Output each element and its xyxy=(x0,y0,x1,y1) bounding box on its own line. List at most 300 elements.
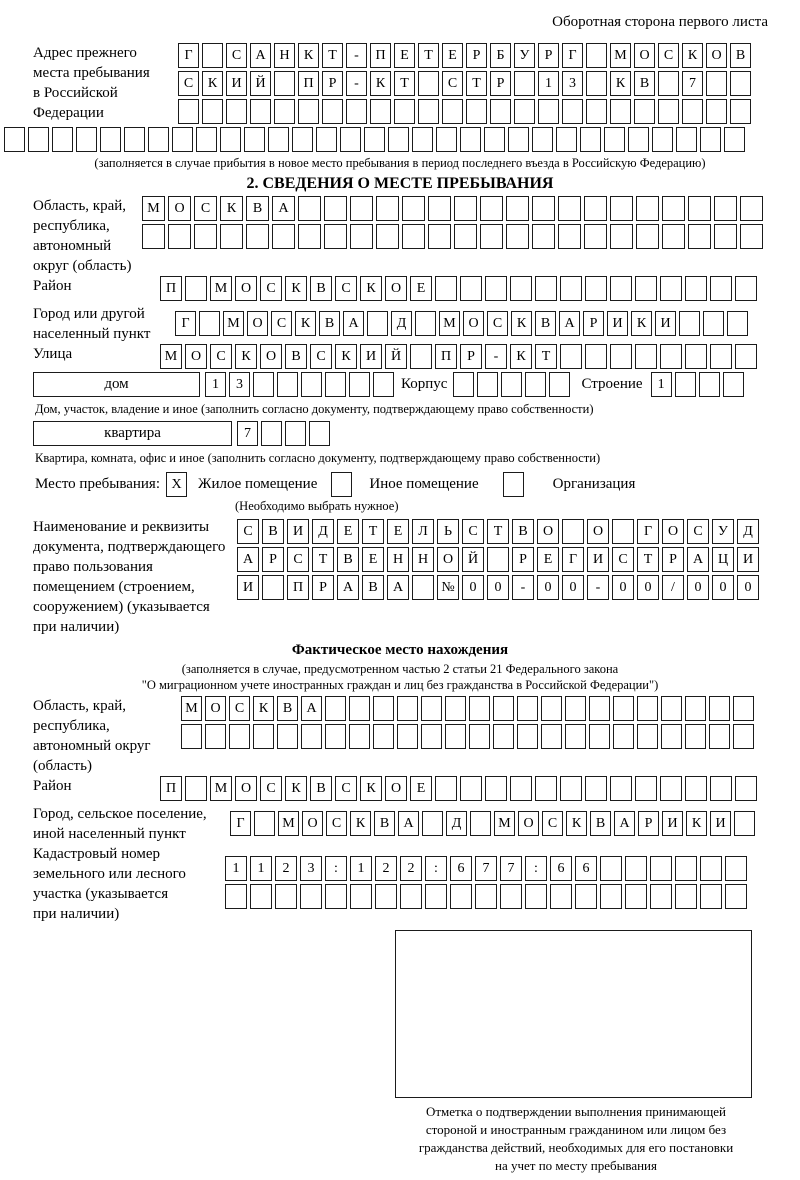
char-box[interactable]: О xyxy=(662,519,684,544)
char-box[interactable] xyxy=(275,884,297,909)
char-box[interactable] xyxy=(501,372,522,397)
char-box[interactable]: М xyxy=(181,696,202,721)
char-box[interactable] xyxy=(589,724,610,749)
char-box[interactable]: Р xyxy=(262,547,284,572)
char-box[interactable]: Е xyxy=(337,519,359,544)
char-box[interactable]: Р xyxy=(322,71,343,96)
char-box[interactable]: Д xyxy=(391,311,412,336)
char-box[interactable] xyxy=(421,724,442,749)
char-box[interactable] xyxy=(322,99,343,124)
char-box[interactable] xyxy=(714,196,737,221)
char-box[interactable] xyxy=(580,127,601,152)
char-box[interactable]: М xyxy=(223,311,244,336)
char-box[interactable] xyxy=(469,724,490,749)
char-box[interactable]: В xyxy=(512,519,534,544)
char-box[interactable]: О xyxy=(385,776,407,801)
char-box[interactable] xyxy=(394,99,415,124)
char-box[interactable] xyxy=(285,421,306,446)
char-box[interactable]: О xyxy=(205,696,226,721)
char-box[interactable] xyxy=(298,99,319,124)
char-box[interactable] xyxy=(250,99,271,124)
char-box[interactable] xyxy=(253,372,274,397)
char-box[interactable] xyxy=(685,276,707,301)
char-box[interactable] xyxy=(710,344,732,369)
char-box[interactable] xyxy=(660,776,682,801)
char-box[interactable] xyxy=(562,519,584,544)
char-box[interactable]: П xyxy=(287,575,309,600)
char-box[interactable]: П xyxy=(160,776,182,801)
char-box[interactable]: С xyxy=(260,276,282,301)
char-box[interactable] xyxy=(300,884,322,909)
char-box[interactable]: О xyxy=(235,276,257,301)
char-box[interactable]: 3 xyxy=(229,372,250,397)
char-box[interactable] xyxy=(635,276,657,301)
char-box[interactable]: А xyxy=(301,696,322,721)
char-box[interactable]: К xyxy=(295,311,316,336)
char-box[interactable]: О xyxy=(185,344,207,369)
char-box[interactable] xyxy=(272,224,295,249)
char-box[interactable]: К xyxy=(298,43,319,68)
char-box[interactable] xyxy=(735,344,757,369)
char-box[interactable] xyxy=(226,99,247,124)
char-box[interactable] xyxy=(220,127,241,152)
char-box[interactable] xyxy=(610,344,632,369)
char-box[interactable] xyxy=(428,196,451,221)
char-box[interactable]: С xyxy=(271,311,292,336)
char-box[interactable]: Г xyxy=(178,43,199,68)
char-box[interactable]: С xyxy=(287,547,309,572)
char-box[interactable]: 1 xyxy=(250,856,272,881)
char-box[interactable]: К xyxy=(360,776,382,801)
char-box[interactable]: Р xyxy=(538,43,559,68)
char-box[interactable]: С xyxy=(487,311,508,336)
char-box[interactable]: Р xyxy=(490,71,511,96)
char-box[interactable] xyxy=(373,724,394,749)
char-box[interactable] xyxy=(613,724,634,749)
char-box[interactable]: С xyxy=(210,344,232,369)
char-box[interactable]: Т xyxy=(466,71,487,96)
char-box[interactable] xyxy=(658,71,679,96)
char-box[interactable] xyxy=(418,71,439,96)
char-box[interactable]: Е xyxy=(410,276,432,301)
char-box[interactable]: М xyxy=(142,196,165,221)
char-box[interactable] xyxy=(635,776,657,801)
char-box[interactable] xyxy=(700,127,721,152)
char-box[interactable]: О xyxy=(518,811,539,836)
char-box[interactable] xyxy=(205,724,226,749)
char-box[interactable] xyxy=(560,276,582,301)
char-box[interactable] xyxy=(185,276,207,301)
char-box[interactable]: Т xyxy=(322,43,343,68)
char-box[interactable] xyxy=(220,224,243,249)
char-box[interactable] xyxy=(477,372,498,397)
char-box[interactable]: К xyxy=(682,43,703,68)
char-box[interactable] xyxy=(100,127,121,152)
char-box[interactable] xyxy=(652,127,673,152)
char-box[interactable]: О xyxy=(168,196,191,221)
char-box[interactable] xyxy=(658,99,679,124)
char-box[interactable]: А xyxy=(614,811,635,836)
char-box[interactable] xyxy=(466,99,487,124)
char-box[interactable]: 0 xyxy=(462,575,484,600)
char-box[interactable] xyxy=(418,99,439,124)
char-box[interactable]: И xyxy=(237,575,259,600)
char-box[interactable] xyxy=(662,224,685,249)
char-box[interactable] xyxy=(637,696,658,721)
char-box[interactable] xyxy=(28,127,49,152)
char-box[interactable]: 0 xyxy=(637,575,659,600)
char-box[interactable] xyxy=(388,127,409,152)
char-box[interactable] xyxy=(661,696,682,721)
char-box[interactable] xyxy=(510,776,532,801)
char-box[interactable]: Й xyxy=(250,71,271,96)
char-box[interactable]: Н xyxy=(274,43,295,68)
char-box[interactable] xyxy=(682,99,703,124)
char-box[interactable]: Н xyxy=(387,547,409,572)
char-box[interactable] xyxy=(196,127,217,152)
char-box[interactable] xyxy=(246,224,269,249)
char-box[interactable]: М xyxy=(210,276,232,301)
char-box[interactable] xyxy=(52,127,73,152)
char-box[interactable] xyxy=(475,884,497,909)
char-box[interactable]: В xyxy=(310,276,332,301)
char-box[interactable]: В xyxy=(277,696,298,721)
char-box[interactable]: Р xyxy=(460,344,482,369)
char-box[interactable]: 0 xyxy=(537,575,559,600)
char-box[interactable]: К xyxy=(511,311,532,336)
char-box[interactable]: А xyxy=(398,811,419,836)
char-box[interactable] xyxy=(660,276,682,301)
char-box[interactable]: - xyxy=(346,71,367,96)
char-box[interactable]: М xyxy=(494,811,515,836)
char-box[interactable]: О xyxy=(260,344,282,369)
char-box[interactable] xyxy=(625,884,647,909)
char-box[interactable]: С xyxy=(194,196,217,221)
char-box[interactable] xyxy=(254,811,275,836)
char-box[interactable] xyxy=(675,884,697,909)
char-box[interactable] xyxy=(244,127,265,152)
char-box[interactable]: Т xyxy=(535,344,557,369)
char-box[interactable]: О xyxy=(587,519,609,544)
char-box[interactable]: В xyxy=(310,776,332,801)
char-box[interactable] xyxy=(734,811,755,836)
char-box[interactable] xyxy=(168,224,191,249)
char-box[interactable]: Ц xyxy=(712,547,734,572)
char-box[interactable]: А xyxy=(687,547,709,572)
char-box[interactable]: 6 xyxy=(575,856,597,881)
char-box[interactable]: К xyxy=(220,196,243,221)
char-box[interactable]: П xyxy=(298,71,319,96)
char-box[interactable]: 0 xyxy=(687,575,709,600)
char-box[interactable] xyxy=(585,276,607,301)
char-box[interactable]: К xyxy=(370,71,391,96)
char-box[interactable] xyxy=(376,196,399,221)
char-box[interactable] xyxy=(253,724,274,749)
char-box[interactable]: К xyxy=(285,276,307,301)
char-box[interactable] xyxy=(493,696,514,721)
char-box[interactable]: - xyxy=(485,344,507,369)
char-box[interactable] xyxy=(277,724,298,749)
char-box[interactable] xyxy=(560,776,582,801)
char-box[interactable]: - xyxy=(587,575,609,600)
char-box[interactable] xyxy=(261,421,282,446)
char-box[interactable] xyxy=(586,43,607,68)
char-box[interactable] xyxy=(460,276,482,301)
char-box[interactable] xyxy=(532,127,553,152)
char-box[interactable]: М xyxy=(160,344,182,369)
char-box[interactable]: К xyxy=(360,276,382,301)
char-box[interactable] xyxy=(76,127,97,152)
char-box[interactable]: К xyxy=(350,811,371,836)
char-box[interactable] xyxy=(541,696,562,721)
char-box[interactable] xyxy=(560,344,582,369)
char-box[interactable] xyxy=(610,776,632,801)
char-box[interactable]: К xyxy=(335,344,357,369)
char-box[interactable] xyxy=(484,127,505,152)
char-box[interactable] xyxy=(460,776,482,801)
char-box[interactable] xyxy=(628,127,649,152)
char-box[interactable]: / xyxy=(662,575,684,600)
char-box[interactable]: Н xyxy=(412,547,434,572)
char-box[interactable] xyxy=(735,776,757,801)
char-box[interactable]: 7 xyxy=(475,856,497,881)
char-box[interactable]: Е xyxy=(387,519,409,544)
char-box[interactable] xyxy=(490,99,511,124)
char-box[interactable]: Р xyxy=(662,547,684,572)
char-box[interactable]: В xyxy=(285,344,307,369)
char-box[interactable] xyxy=(558,224,581,249)
char-box[interactable] xyxy=(412,575,434,600)
char-box[interactable] xyxy=(676,127,697,152)
char-box[interactable]: № xyxy=(437,575,459,600)
char-box[interactable]: 7 xyxy=(500,856,522,881)
char-box[interactable] xyxy=(610,99,631,124)
char-box[interactable]: 2 xyxy=(400,856,422,881)
char-box[interactable] xyxy=(685,724,706,749)
char-box[interactable]: Й xyxy=(462,547,484,572)
char-box[interactable] xyxy=(350,224,373,249)
char-box[interactable]: О xyxy=(437,547,459,572)
checkbox-inoe[interactable] xyxy=(331,472,352,497)
char-box[interactable] xyxy=(700,884,722,909)
char-box[interactable] xyxy=(316,127,337,152)
char-box[interactable]: - xyxy=(512,575,534,600)
char-box[interactable]: Б xyxy=(490,43,511,68)
char-box[interactable] xyxy=(679,311,700,336)
char-box[interactable] xyxy=(661,724,682,749)
char-box[interactable]: М xyxy=(439,311,460,336)
char-box[interactable] xyxy=(172,127,193,152)
char-box[interactable] xyxy=(453,372,474,397)
char-box[interactable] xyxy=(367,311,388,336)
char-box[interactable] xyxy=(709,724,730,749)
char-box[interactable]: О xyxy=(302,811,323,836)
char-box[interactable] xyxy=(688,196,711,221)
char-box[interactable]: Р xyxy=(466,43,487,68)
char-box[interactable] xyxy=(600,856,622,881)
char-box[interactable] xyxy=(685,776,707,801)
char-box[interactable]: П xyxy=(160,276,182,301)
char-box[interactable] xyxy=(402,224,425,249)
char-box[interactable]: 6 xyxy=(450,856,472,881)
char-box[interactable] xyxy=(194,224,217,249)
char-box[interactable]: С xyxy=(310,344,332,369)
char-box[interactable] xyxy=(309,421,330,446)
char-box[interactable]: О xyxy=(235,776,257,801)
char-box[interactable] xyxy=(485,276,507,301)
char-box[interactable] xyxy=(610,276,632,301)
char-box[interactable]: И xyxy=(737,547,759,572)
char-box[interactable] xyxy=(650,884,672,909)
char-box[interactable] xyxy=(506,196,529,221)
char-box[interactable]: 3 xyxy=(300,856,322,881)
char-box[interactable]: И xyxy=(360,344,382,369)
char-box[interactable]: С xyxy=(542,811,563,836)
char-box[interactable]: И xyxy=(607,311,628,336)
char-box[interactable]: А xyxy=(559,311,580,336)
char-box[interactable] xyxy=(725,856,747,881)
char-box[interactable] xyxy=(650,856,672,881)
char-box[interactable]: О xyxy=(706,43,727,68)
char-box[interactable]: С xyxy=(335,276,357,301)
char-box[interactable]: Л xyxy=(412,519,434,544)
char-box[interactable] xyxy=(301,724,322,749)
char-box[interactable]: Т xyxy=(312,547,334,572)
char-box[interactable] xyxy=(584,224,607,249)
char-box[interactable] xyxy=(397,724,418,749)
char-box[interactable] xyxy=(435,276,457,301)
char-box[interactable]: А xyxy=(343,311,364,336)
char-box[interactable] xyxy=(558,196,581,221)
char-box[interactable] xyxy=(422,811,443,836)
char-box[interactable] xyxy=(613,696,634,721)
char-box[interactable] xyxy=(634,99,655,124)
char-box[interactable] xyxy=(436,127,457,152)
char-box[interactable] xyxy=(292,127,313,152)
char-box[interactable] xyxy=(442,99,463,124)
char-box[interactable] xyxy=(274,99,295,124)
char-box[interactable] xyxy=(185,776,207,801)
char-box[interactable]: : xyxy=(425,856,447,881)
char-box[interactable] xyxy=(487,547,509,572)
char-box[interactable]: Д xyxy=(446,811,467,836)
char-box[interactable] xyxy=(575,884,597,909)
char-box[interactable]: 2 xyxy=(375,856,397,881)
char-box[interactable] xyxy=(298,196,321,221)
char-box[interactable] xyxy=(733,696,754,721)
char-box[interactable]: Р xyxy=(583,311,604,336)
char-box[interactable]: В xyxy=(337,547,359,572)
char-box[interactable] xyxy=(710,276,732,301)
char-box[interactable]: 2 xyxy=(275,856,297,881)
char-box[interactable] xyxy=(525,884,547,909)
char-box[interactable] xyxy=(586,71,607,96)
char-box[interactable] xyxy=(532,224,555,249)
char-box[interactable] xyxy=(324,224,347,249)
char-box[interactable] xyxy=(350,196,373,221)
char-box[interactable] xyxy=(688,224,711,249)
char-box[interactable] xyxy=(181,724,202,749)
char-box[interactable]: И xyxy=(587,547,609,572)
char-box[interactable] xyxy=(277,372,298,397)
char-box[interactable] xyxy=(485,776,507,801)
char-box[interactable] xyxy=(584,196,607,221)
char-box[interactable] xyxy=(532,196,555,221)
char-box[interactable] xyxy=(562,99,583,124)
char-box[interactable] xyxy=(604,127,625,152)
char-box[interactable]: Д xyxy=(312,519,334,544)
char-box[interactable]: 1 xyxy=(225,856,247,881)
char-box[interactable]: М xyxy=(610,43,631,68)
char-box[interactable] xyxy=(586,99,607,124)
char-box[interactable]: Р xyxy=(638,811,659,836)
char-box[interactable] xyxy=(699,372,720,397)
char-box[interactable] xyxy=(625,856,647,881)
char-box[interactable]: С xyxy=(442,71,463,96)
char-box[interactable] xyxy=(517,724,538,749)
char-box[interactable]: 3 xyxy=(562,71,583,96)
checkbox-organizaciya[interactable] xyxy=(503,472,524,497)
char-box[interactable]: О xyxy=(463,311,484,336)
char-box[interactable]: Т xyxy=(394,71,415,96)
char-box[interactable] xyxy=(585,776,607,801)
char-box[interactable]: А xyxy=(250,43,271,68)
char-box[interactable] xyxy=(350,884,372,909)
char-box[interactable]: 1 xyxy=(538,71,559,96)
char-box[interactable] xyxy=(262,575,284,600)
char-box[interactable]: О xyxy=(385,276,407,301)
char-box[interactable] xyxy=(349,724,370,749)
char-box[interactable] xyxy=(370,99,391,124)
char-box[interactable] xyxy=(635,344,657,369)
char-box[interactable] xyxy=(268,127,289,152)
char-box[interactable]: А xyxy=(387,575,409,600)
char-box[interactable]: Г xyxy=(562,43,583,68)
char-box[interactable]: С xyxy=(226,43,247,68)
char-box[interactable]: К xyxy=(631,311,652,336)
char-box[interactable] xyxy=(733,724,754,749)
char-box[interactable]: В xyxy=(246,196,269,221)
char-box[interactable]: В xyxy=(319,311,340,336)
char-box[interactable]: В xyxy=(374,811,395,836)
char-box[interactable] xyxy=(400,884,422,909)
char-box[interactable]: И xyxy=(287,519,309,544)
char-box[interactable]: В xyxy=(730,43,751,68)
char-box[interactable] xyxy=(124,127,145,152)
char-box[interactable]: 0 xyxy=(737,575,759,600)
char-box[interactable] xyxy=(675,372,696,397)
char-box[interactable]: С xyxy=(229,696,250,721)
char-box[interactable] xyxy=(301,372,322,397)
char-box[interactable]: Т xyxy=(487,519,509,544)
char-box[interactable]: П xyxy=(370,43,391,68)
char-box[interactable] xyxy=(709,696,730,721)
char-box[interactable]: Р xyxy=(512,547,534,572)
char-box[interactable]: В xyxy=(362,575,384,600)
char-box[interactable]: М xyxy=(210,776,232,801)
char-box[interactable] xyxy=(373,372,394,397)
char-box[interactable] xyxy=(480,196,503,221)
char-box[interactable]: 1 xyxy=(350,856,372,881)
char-box[interactable]: С xyxy=(658,43,679,68)
char-box[interactable]: Г xyxy=(230,811,251,836)
char-box[interactable]: К xyxy=(285,776,307,801)
char-box[interactable] xyxy=(710,776,732,801)
char-box[interactable]: С xyxy=(462,519,484,544)
char-box[interactable] xyxy=(506,224,529,249)
char-box[interactable] xyxy=(324,196,347,221)
char-box[interactable]: В xyxy=(634,71,655,96)
